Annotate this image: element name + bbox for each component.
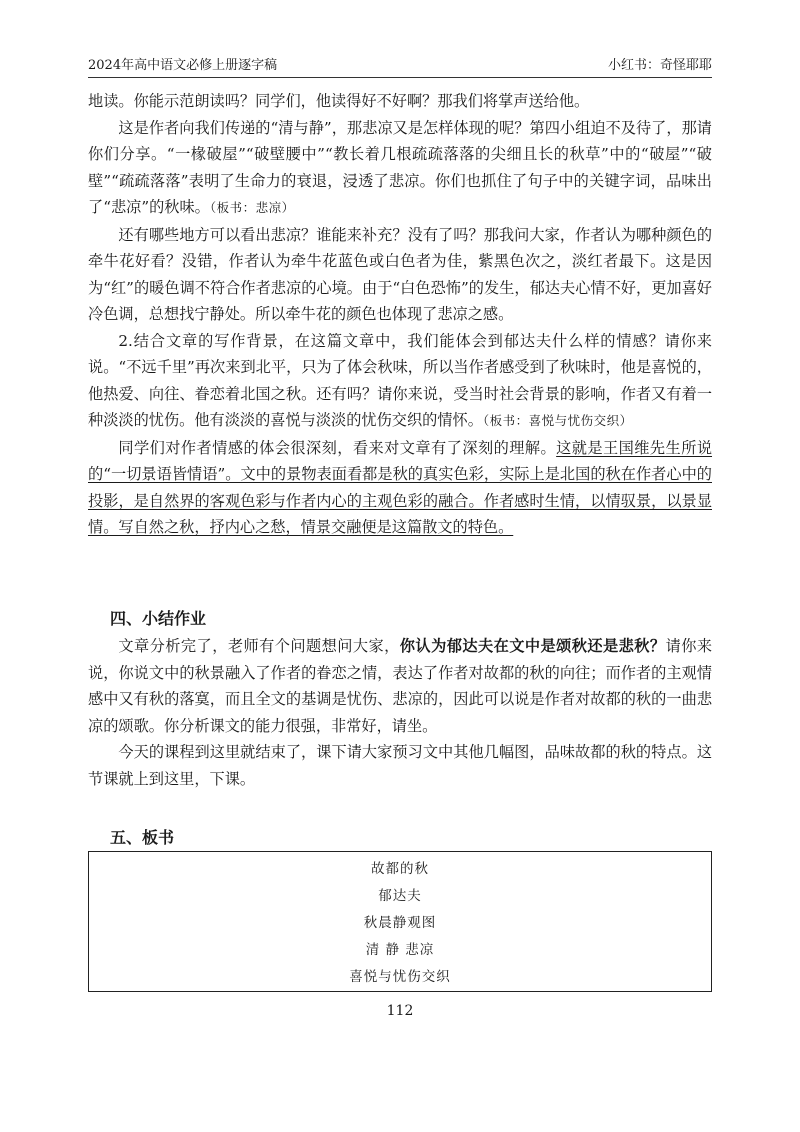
underlined-text: 这就是王国维先生所说的“一切景语皆情语”。文中的景物表面看都是秋的真实色彩，实际上是北国的秋在作者心中的投影，是自然界的客观色彩与作者内心的主观色彩的融合。作者感时生情，以情驭景，以景显情。写自然之秋，抒内心之愁，情景交融便是这篇散文的特色。: [88, 438, 713, 536]
summary-text: [88, 633, 712, 792]
blackboard-box: [88, 851, 712, 992]
paragraph: 还有哪些地方可以看出悲凉？谁能来补充？没有了吗？那我问大家，作者认为哪种颜色的牵牛花好看？没错，作者认为牵牛花蓝色或白色者为佳，紫黑色次之，淡红者最下。这是因为“红”的暖色调不符合作者悲凉的心境。由于“白色恐怖”的发生，郁达夫心情不好，更加喜好冷色调，总想找宁静处。所以牵牛花的颜色也体现了悲凉之感。: [88, 225, 712, 323]
paragraph: 今天的课程到这里就结束了，课下请大家预习文中其他几幅图，品味故都的秋的特点。这节课就上到这里，下课。: [88, 743, 712, 788]
board-line: 郁达夫: [378, 888, 422, 904]
board-line: 故都的秋: [371, 861, 429, 877]
paragraph: 2.结合文章的写作背景，在这篇文章中，我们能体会到郁达夫什么样的情感？请你来说。“不远千里”再次来到北平，只为了体会秋味，所以当作者感受到了秋味时，他是喜悦的，他热爱、向往、眷恋着北国之秋。还有吗？请你来说，受当时社会背景的影响，作者又有着一种淡淡的忧伤。他有淡淡的喜悦与淡淡的忧伤交织的情怀。（板书：喜悦与忧伤交织）: [88, 331, 712, 429]
paragraph: 同学们对作者情感的体会很深刻，看来对文章有了深刻的理解。这就是王国维先生所说的“一切景语皆情语”。文中的景物表面看都是秋的真实色彩，实际上是北国的秋在作者心中的投影，是自然界的客观色彩与作者内心的主观色彩的融合。作者感时生情，以情驭景，以景显情。写自然之秋，抒内心之愁，情景交融便是这篇散文的特色。: [88, 438, 713, 536]
board-note: （板书：悲凉）: [209, 200, 295, 215]
board-line: 秋晨静观图: [363, 915, 437, 931]
question-text: 你认为郁达夫在文中是颂秋还是悲秋？: [399, 637, 666, 655]
paragraph: 这是作者向我们传递的“清与静”，那悲凉又是怎样体现的呢？第四小组迫不及待了，那请你们分享。“一椽破屋”“破壁腰中”“教长着几根疏疏落落的尖细且长的秋草”中的“破屋”“破壁”“疏疏落落”表明了生命力的衰退，浸透了悲凉。你们也抓住了句子中的关键字词，品味出了“悲凉”的秋味。（板书：悲凉）: [88, 118, 712, 216]
board-line: 清 静 悲凉: [365, 942, 435, 958]
board-note: （板书：喜悦与忧伤交织）: [482, 413, 633, 428]
paragraph: 地读。你能示范朗读吗？同学们，他读得好不好啊？那我们将掌声送给他。: [88, 92, 590, 110]
header-divider: [88, 77, 712, 78]
page-header: [88, 52, 712, 74]
paragraph: 文章分析完了，老师有个问题想问大家，你认为郁达夫在文中是颂秋还是悲秋？请你来说，你说文中的秋景融入了作者的眷恋之情，表达了作者对故都的秋的向往；而作者的主观情感中又有秋的落寞，而且全文的基调是忧伤、悲凉的，因此可以说是作者对故都的秋的一曲悲凉的颂歌。你分析课文的能力很强，非常好，请坐。: [88, 637, 713, 735]
header-source: 小红书：奇怪耶耶: [607, 57, 712, 73]
main-text: [88, 88, 712, 541]
header-title: 2024年高中语文必修上册逐字稿: [88, 57, 278, 73]
page-number: 112: [386, 1003, 414, 1019]
section-title-board: 五、板书: [110, 828, 175, 847]
section-title-summary: 四、小结作业: [110, 609, 207, 628]
board-line: 喜悦与忧伤交织: [349, 969, 451, 985]
